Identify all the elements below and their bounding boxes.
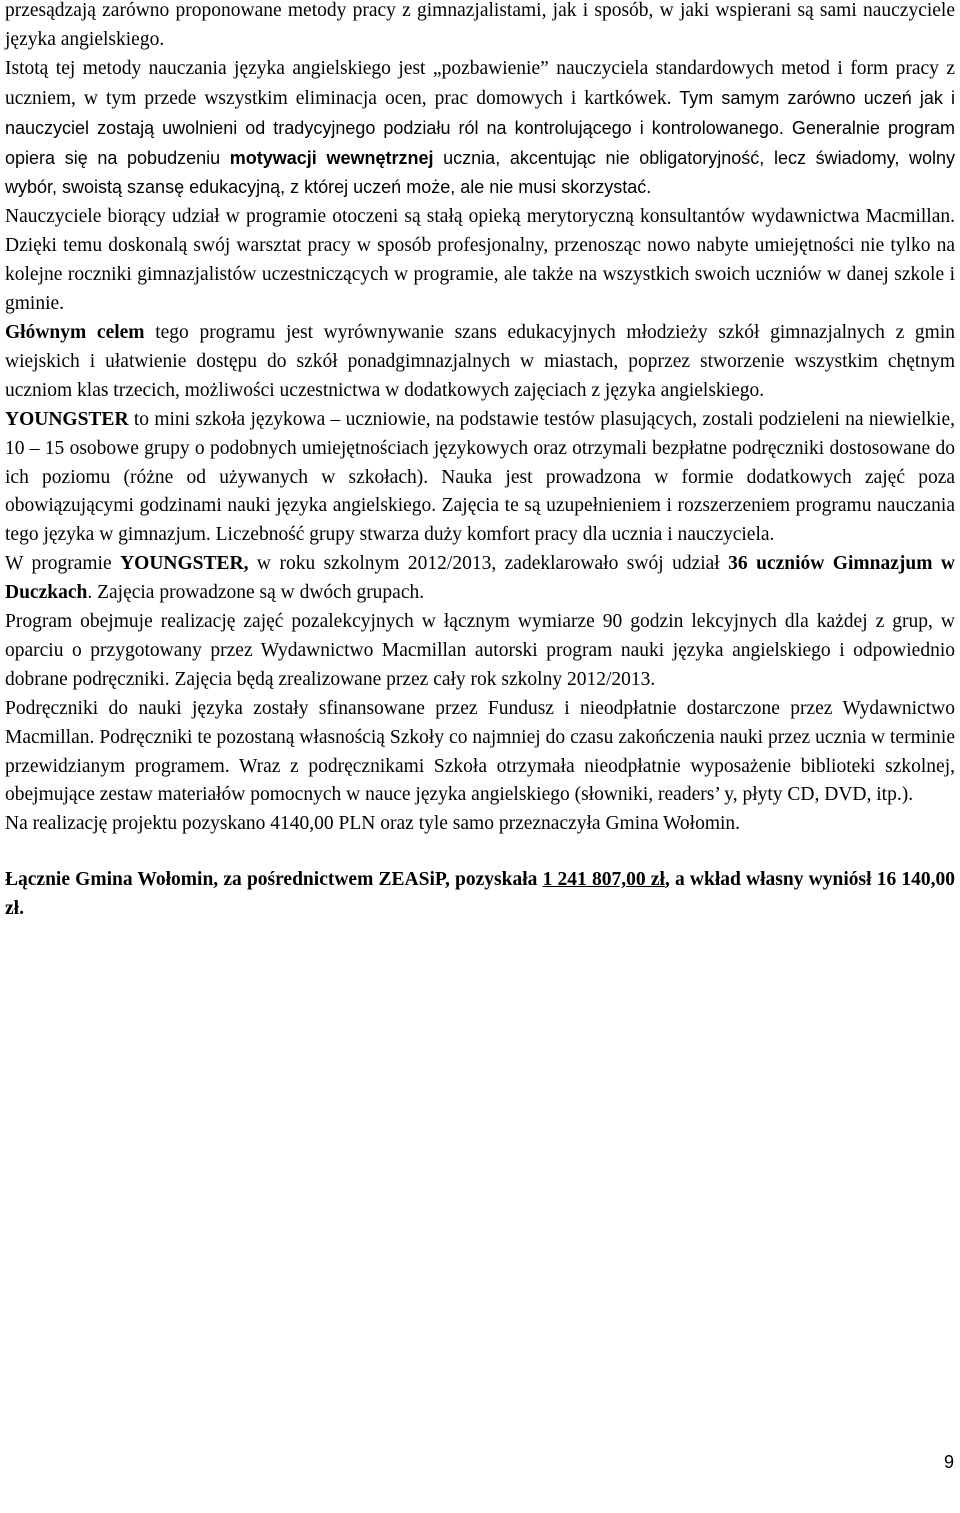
method-sans-part-a: Tym samym zarówno uczeń jak i nauczyciel zostają uwolnieni od tradycyjnego podziału ról na kontrolującego i kontrolowanego. Generalnie program opiera się na pobudzeniu [5, 87, 955, 168]
participants-youngster-bold: YOUNGSTER, [120, 553, 249, 575]
total-summary-part-a: Łącznie Gmina Wołomin, za pośrednictwem ZEASiP, pozyskała [5, 869, 543, 891]
main-goal-bold: Głównym celem [5, 321, 145, 343]
intrinsic-motivation-bold: motywacji wewnętrznej [229, 147, 434, 168]
paragraph-total-summary [5, 866, 955, 924]
paragraph-spacer [5, 839, 955, 866]
participants-count-bold: 36 uczniów Gimnazjum w Duczkach [5, 553, 955, 604]
method-sans-part-b: ucznia, akcentując nie obligatoryjność, lecz świadomy, wolny wybór, swoistą szansę edukacyjną, z której uczeń może, ale nie musi skorzystać. [5, 147, 955, 198]
paragraph-main-goal [5, 319, 955, 406]
participants-part-c: . Zajęcia prowadzone są w dwóch grupach. [87, 582, 425, 604]
participants-part-b: w roku szkolnym 2012/2013, zadeklarowało swój udział [248, 553, 729, 575]
document-page [5, 0, 955, 924]
paragraph-intro-continuation: przesądzają zarówno proponowane metody pracy z gimnazjalistami, jak i sposób, w jaki wspierani są sami nauczyciele języka angielskiego. [5, 0, 955, 50]
paragraph-program-scope: Program obejmuje realizację zajęć pozalekcyjnych w łącznym wymiarze 90 godzin lekcyjnych dla każdej z grup, w oparciu o przygotowany przez Wydawnictwo Macmillan autorski program nauki języka angielskiego i odpowiednio dobrane podręczniki. Zajęcia będą zrealizowane przez cały rok szkolny 2012/2013. [5, 611, 955, 690]
total-summary-part-b: , a wkład własny wyniósł 16 140,00 zł. [5, 869, 956, 920]
page-number: 9 [943, 1452, 954, 1472]
participants-part-a: W programie [5, 553, 121, 575]
total-amount-underlined: 1 241 807,00 zł [542, 869, 665, 891]
main-goal-text: tego programu jest wyrównywanie szans edukacyjnych młodzieży szkół gimnazjalnych z gmin wiejskich i ułatwienie dostępu do szkół ponadgimnazjalnych w miastach, poprzez stworzenie wszystkim chętnym uczniom klas trzecich, możliwości uczestnictwa w dodatkowych zajęciach z języka angielskiego. [5, 321, 955, 401]
paragraph-participants [5, 550, 955, 608]
youngster-text: to mini szkoła językowa – uczniowie, na podstawie testów plasujących, zostali podzieleni na niewielkie, 10 – 15 osobowe grupy o podobnych umiejętnościach językowych oraz otrzymali bezpłatne podręczniki dostosowane do ich poziomu (różne od używanych w szkołach). Nauka jest prowadzona w formie dodatkowych zajęć poza obowiązującymi godzinami nauki języka angielskiego. Zajęcia te są uzupełnieniem i rozszerzeniem programu nauczania tego języka w gimnazjum. Liczebność grupy stwarza duży komfort pracy dla ucznia i nauczyciela. [5, 408, 955, 546]
paragraph-teachers: Nauczyciele biorący udział w programie otoczeni są stałą opieką merytoryczną konsultantów wydawnictwa Macmillan. Dzięki temu doskonalą swój warsztat pracy w sposób profesjonalny, przenosząc nowo nabyte umiejętności nie tylko na kolejne roczniki gimnazjalistów uczestniczących w programie, ale także na wszystkich swoich uczniów w danej szkole i gminie. [5, 206, 955, 315]
total-summary-bold [5, 869, 955, 919]
youngster-bold: YOUNGSTER [5, 408, 129, 430]
paragraph-method [5, 55, 955, 204]
paragraph-funding: Na realizację projektu pozyskano 4140,00 PLN oraz tyle samo przeznaczyła Gmina Wołomin. [5, 813, 741, 835]
paragraph-youngster [5, 406, 955, 551]
method-text-serif: Istotą tej metody nauczania języka angielskiego jest „pozbawienie” nauczyciela standardowych metod i form pracy z uczniem, w tym przede wszystkim eliminacja ocen, prac domowych i kartkówek. [5, 57, 955, 109]
paragraph-textbooks: Podręczniki do nauki języka zostały sfinansowane przez Fundusz i nieodpłatnie dostarczone przez Wydawnictwo Macmillan. Podręczniki te pozostaną własnością Szkoły co najmniej do czasu zakończenia nauki przez ucznia w terminie przewidzianym programem. Wraz z podręcznikami Szkoła otrzymała nieodpłatnie wyposażenie biblioteki szkolnej, obejmujące zestaw materiałów pomocnych w nauce języka angielskiego (słowniki, readers’ y, płyty CD, DVD, itp.). [5, 697, 955, 806]
